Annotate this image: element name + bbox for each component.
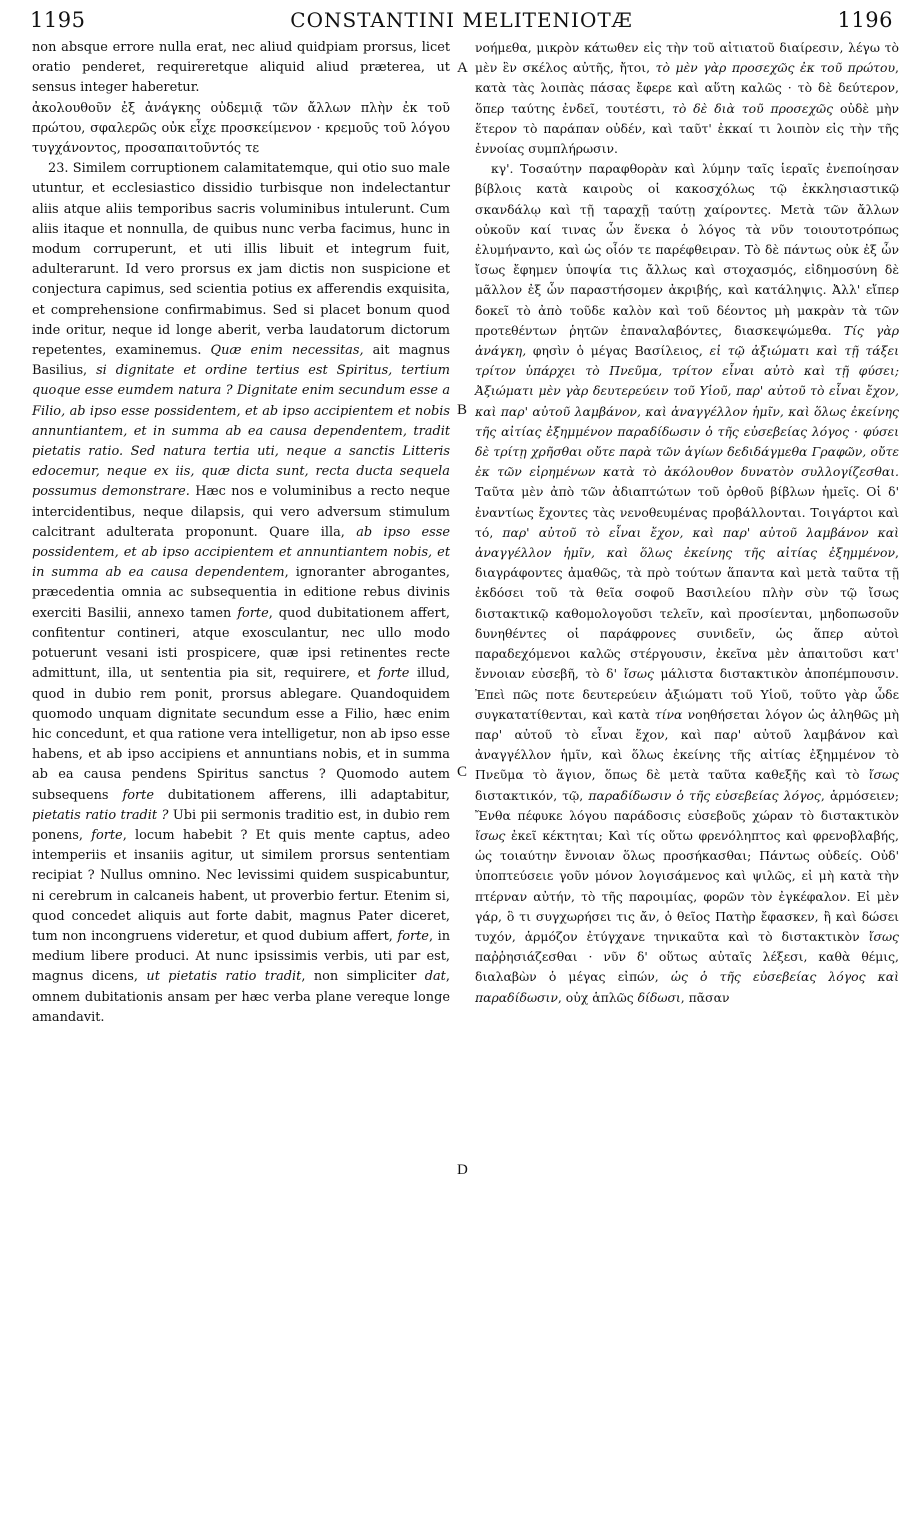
margin-letter-a: A bbox=[457, 60, 468, 76]
greek-paragraph-1: νοήμεθα, μικρὸν κάτωθεν εἰς τὴν τοῦ αἰτιατοῦ διαίρεσιν, λέγω τὸ μὲν ἓν σκέλος αὐτῆς, ἤτοι, τὸ μὲν γὰρ προσεχῶς ἐκ τοῦ πρώτου, κατὰ τὰς λοιπὰς πάσας ἔφερε καὶ αὕτη καλῶς · τὸ δὲ δεύτερον, ὅπερ ταύτης ἐνδεῖ, τουτέστι, τὸ δὲ διὰ τοῦ προσεχῶς οὐδὲ μὴν ἕτερον τὸ παράπαν οὐδέν, καὶ ταῦτ' ἐκκαί τι λοιπὸν εἰς τὴν τῆς ἐννοίας συμπλήρωσιν. bbox=[475, 40, 899, 157]
page-number-right: 1196 bbox=[837, 8, 893, 32]
greek-run-line: ἀκολουθοῦν ἐξ ἀνάγκης οὐδεμιᾷ τῶν ἄλλων πλὴν ἐκ τοῦ πρώτου, σφαλερῶς οὐκ εἶχε προσκείμενον · κρεμοῦς τοῦ λόγου τυγχάνοντος, προσαπαιτοῦντός τε bbox=[32, 100, 450, 157]
margin-letter-b: B bbox=[457, 402, 468, 418]
latin-paragraph-2: 23. Similem corruptionem calamitatemque, qui otio suo male utuntur, et ecclesiastico dissidio turbisque non indelectantur aliis atque aliis temporibus sacris voluminibus intulerunt. Cum aliis itaque et nonnulla, de quibus nunc verba facimus, hunc in modum corruperunt, et uti illis libuit et integrum fuit, adulterarunt. Id vero prorsus ex jam dictis non suspicione et conjectura capimus, sed scientia potius ex afferendis exquisita, et comprehensione confirmabimus. Sed si placet bonum quod inde oritur, neque id longe aberit, verba laudatorum dictorum repetentes, examinemus. Quæ enim necessitas, ait magnus Basilius, si dignitate et ordine tertius est Spiritus, tertium quoque esse eumdem natura ? Dignitate enim secundum esse a Filio, ab ipso esse possidentem, et ab ipso accipientem et nobis annuntiantem, et in summa ab ea causa dependentem, tradit pietatis ratio. Sed natura tertia uti, neque a sanctis Litteris edocemur, neque ex iis, quæ dicta sunt, recta ducta sequela possumus demonstrare. Hæc nos e voluminibus a recto neque intercidentibus, neque dilapsis, qui vero adversum stimulum calcitrant adulterata proponunt. Quare illa, ab ipso esse possidentem, et ab ipso accipientem et annuntiantem nobis, et in summa ab ea causa dependentem, ignoranter abrogantes, præcedentia omnia ac subsequentia in editione rebus divinis exerciti Basilii, annexo tamen forte, quod dubitationem affert, confitentur contineri, atque exosculantur, nec ullo modo potuerunt vesani isti prospicere, quæ ipsi retinentes recte admittunt, illa, ut sententia pia sit, requirere, et forte illud, quod in dubio rem ponit, prorsus ablegare. Quandoquidem quomodo unquam dignitate secundum esse a Filio, hæc enim hic concedunt, et qua ratione vera intelligetur, non ab ipso esse habens, et ab ipso accipiens et annuntians nobis, et in summa ab ea causa pendens Spiritus sanctus ? Quomodo autem subsequens forte dubitationem afferens, illi adaptabitur, pietatis ratio tradit ? Ubi pii sermonis traditio est, in dubio rem ponens, forte, locum habebit ? Et quis mente captus, adeo intemperiis et insaniis agitur, ut similem prorsus sententiam recipiat ? Nullus omnino. Nec levissimi quidem suspicabuntur, ni cerebrum in calcaneis habent, ut proverbio fertur. Etenim si, quod concedet aliquis aut forte dabit, magnus Pater diceret, tum non incongruens videretur, et quod dubium affert, forte, in medium libere produci. At nunc ipsissimis verbis, uti par est, magnus dicens, ut pietatis ratio tradit, non simpliciter dat, omnem dubitationis ansam per hæc verba plane vereque longe amandavit. bbox=[32, 161, 451, 1025]
greek-paragraph-2: κγ'. Τοσαύτην παραφθορὰν καὶ λύμην ταῖς ἱεραῖς ἐνεποίησαν βίβλοις κατὰ καιροὺς οἱ κακοσχόλως τῷ ἐκκλησιαστικῷ σκανδάλῳ καὶ τῇ ταραχῇ ταύτῃ χαίροντες. Μετὰ τῶν ἄλλων οὐκοῦν καί τινας ὧν ἕνεκα ὁ λόγος τὰ νῦν τοιουτοτρόπως ἐλυμήναντο, καὶ ὡς οἷόν τε παρέφθειραν. Τὸ δὲ πάντως οὐκ ἐξ ὧν ἴσως ἔφημεν ὑποψία τις ἄλλως καὶ στοχασμός, εἰδημοσύνη δὲ μᾶλλον ἐξ ὧν παραστήσομεν ἀκριβής, καὶ κατάληψις. Ἀλλ' εἴπερ δοκεῖ τὸ ἀπὸ τοῦδε καλὸν καὶ τοῦ δέοντος μὴ μακρὰν τὰ τῶν προτεθέντων ῥητῶν ἐπαναλαβόντες, διασκεψώμεθα. Τίς γὰρ ἀνάγκη, φησὶν ὁ μέγας Βασίλειος, εἰ τῷ ἀξιώματι καὶ τῇ τάξει τρίτον ὑπάρχει τὸ Πνεῦμα, τρίτον εἶναι αὐτὸ καὶ τῇ φύσει; Ἀξιώματι μὲν γὰρ δευτερεύειν τοῦ Υἱοῦ, παρ' αὐτοῦ τὸ εἶναι ἔχον, καὶ παρ' αὐτοῦ λαμβάνον, καὶ ἀναγγέλλον ἡμῖν, καὶ ὅλως ἐκείνης τῆς αἰτίας ἐξημμένον παραδίδωσιν ὁ τῆς εὐσεβείας λόγος · φύσει δὲ τρίτῃ χρῆσθαι οὔτε παρὰ τῶν ἁγίων δεδιδάγμεθα Γραφῶν, οὔτε ἐκ τῶν εἰρημένων κατὰ τὸ ἀκόλουθον δυνατὸν συλλογίζεσθαι. Ταῦτα μὲν ἀπὸ τῶν ἀδιαπτώτων τοῦ ὀρθοῦ βίβλων ἡμεῖς. Οἱ δ' ἐναντίως ἔχοντες τὰς νενοθευμένας προβάλλονται. Τοιγάρτοι καὶ τό, παρ' αὐτοῦ τὸ εἶναι ἔχον, καὶ παρ' αὐτοῦ λαμβάνον καὶ ἀναγγέλλον ἡμῖν, καὶ ὅλως ἐκείνης τῆς αἰτίας ἐξημμένον, διαγράφοντες ἀμαθῶς, τὰ πρὸ τούτων ἅπαντα καὶ μετὰ ταῦτα τῇ ἐκδόσει τοῦ τὰ θεῖα σοφοῦ Βασιλείου πλὴν σὺν τῷ ἴσως διστακτικῷ καθομολογοῦσι τελεῖν, καὶ προσίενται, μηδοπωσοῦν δυνηθέντες οἱ παράφρονες συνιδεῖν, ὡς ἅπερ αὐτοὶ παραδεχόμενοι καλῶς στέργουσιν, ἐκεῖνα μὲν ἀπαιτοῦσι κατ' ἔννοιαν εὐσεβῆ, τὸ δ' ἴσως μάλιστα διστακτικὸν ἀποπέμπουσιν. Ἐπεὶ πῶς ποτε δευτερεύειν ἀξιώματι τοῦ Υἱοῦ, τοῦτο γὰρ ὧδε συγκατατίθενται, καὶ κατὰ τίνα νοηθήσεται λόγον ὡς ἀληθῶς μὴ παρ' αὐτοῦ τὸ εἶναι ἔχον, καὶ παρ' αὐτοῦ λαμβάνον καὶ ἀναγγέλλον ἡμῖν, καὶ ὅλως ἐκείνης τῆς αἰτίας ἐξημμένον τὸ Πνεῦμα τὸ ἅγιον, ὅπως δὲ μετὰ ταῦτα καθεξῆς καὶ τὸ ἴσως διστακτικόν, τῷ, παραδίδωσιν ὁ τῆς εὐσεβείας λόγος, ἁρμόσειεν; Ἔνθα πέφυκε λόγου παράδοσις εὐσεβοῦς χώραν τὸ διστακτικὸν ἴσως ἐκεῖ κέκτηται; Καὶ τίς οὕτω φρενόληπτος καὶ φρενοβλαβής, ὡς τοιαύτην ἔννοιαν ὅλως προσήκασθαι; Πάντως οὐδείς. Οὐδ' ὑποπτεύσειε γοῦν μόνον λογισάμενος καὶ ψιλῶς, εἰ μὴ κατὰ τὴν πτέρναν αὐτήν, τὸ τῆς παροιμίας, φορῶν τὸν ἐγκέφαλον. Εἰ μὲν γάρ, ὃ τι συγχωρήσει τις ἄν, ὁ θεῖος Πατὴρ ἔφασκεν, ἢ καὶ δώσει τυχόν, ἁρμόζον ἐτύγχανε τηνικαῦτα καὶ τὸ διστακτικὸν ἴσως παῤῥησιάζεσθαι · νῦν δ' οὕτως αὐταῖς λέξεσι, καθὰ θέμις, διαλαβὼν ὁ μέγας εἰπών, ὡς ὁ τῆς εὐσεβείας λόγος καὶ παραδίδωσιν, οὐχ ἁπλῶς δίδωσι, πᾶσαν bbox=[475, 161, 900, 1005]
latin-column bbox=[32, 38, 450, 1028]
latin-paragraph-1: non absque errore nulla erat, nec aliud quidpiam prorsus, licet oratio penderet, requireretque aliquid aliud præterea, ut sensus integer haberetur. bbox=[32, 40, 450, 96]
greek-column bbox=[475, 38, 899, 1008]
running-header bbox=[30, 8, 893, 34]
running-title: CONSTANTINI MELITENIOTÆ bbox=[290, 8, 633, 32]
margin-letter-c: C bbox=[457, 764, 468, 780]
margin-letter-d: D bbox=[457, 1162, 468, 1178]
page-number-left: 1195 bbox=[30, 8, 86, 32]
